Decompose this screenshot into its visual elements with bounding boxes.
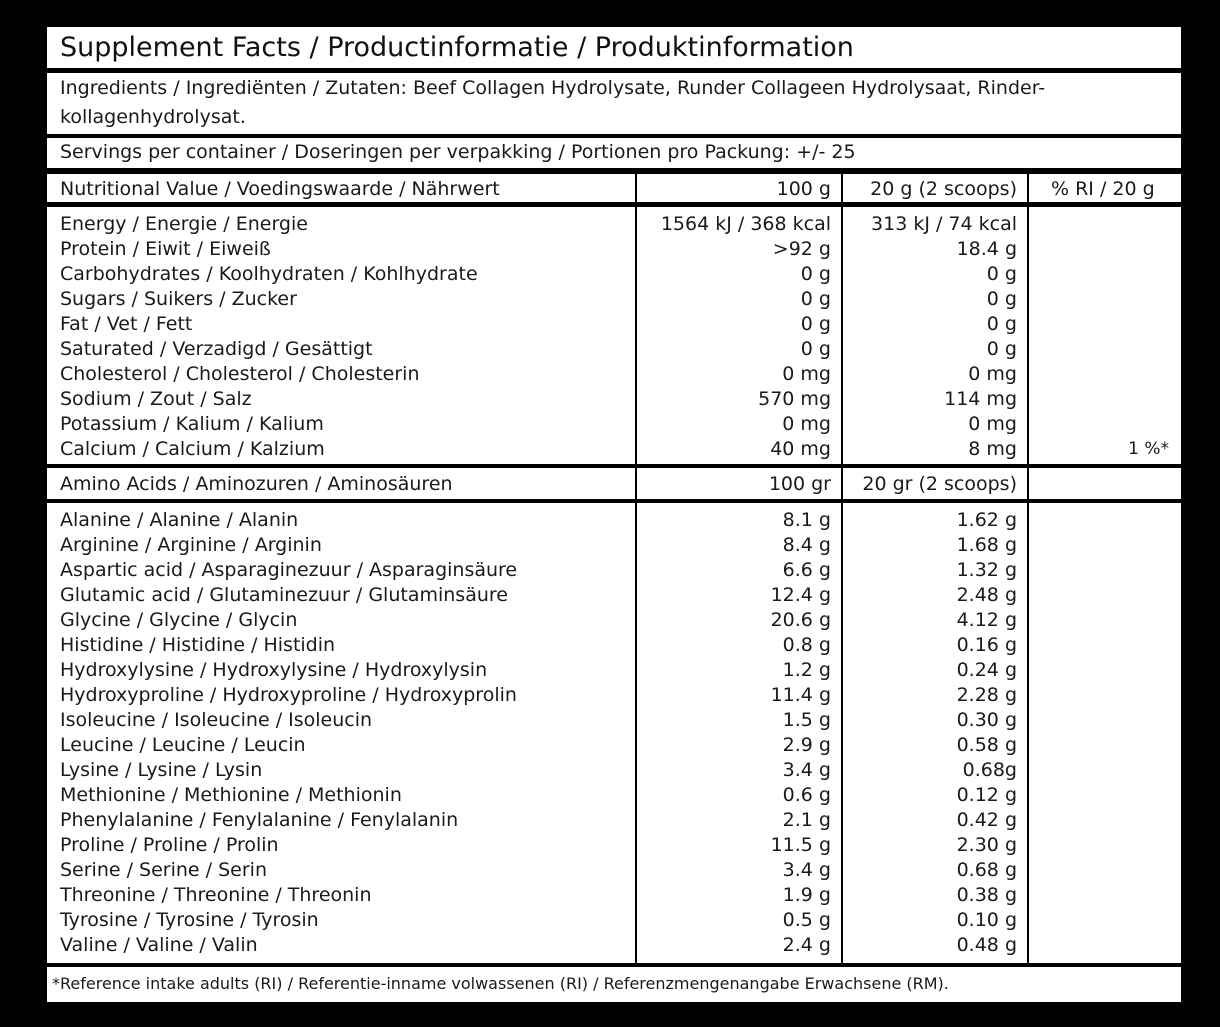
value-per-100g: 1564 kJ / 368 kcal bbox=[660, 213, 831, 235]
table-row bbox=[47, 758, 1181, 783]
nutrient-name: Aspartic acid / Asparaginezuur / Asparaginsäure bbox=[60, 559, 518, 581]
value-per-20g: 2.30 g bbox=[956, 834, 1017, 856]
table-row bbox=[47, 708, 1181, 733]
table-row bbox=[47, 858, 1181, 883]
value-per-100g: 12.4 g bbox=[770, 584, 831, 606]
table-row bbox=[47, 508, 1181, 533]
nutrition-header-20g: 20 g (2 scoops) bbox=[870, 178, 1017, 200]
divider-servings bbox=[47, 168, 1181, 174]
value-per-20g: 4.12 g bbox=[956, 609, 1017, 631]
value-per-100g: 6.6 g bbox=[782, 559, 831, 581]
value-per-20g: 0.16 g bbox=[956, 634, 1017, 656]
nutrient-name: Lysine / Lysine / Lysin bbox=[60, 759, 263, 781]
table-row bbox=[47, 437, 1181, 462]
nutrient-name: Potassium / Kalium / Kalium bbox=[60, 413, 324, 435]
nutrient-name: Fat / Vet / Fett bbox=[60, 313, 193, 335]
table-row bbox=[47, 608, 1181, 633]
amino-rows bbox=[47, 508, 1181, 958]
value-per-100g: 3.4 g bbox=[782, 759, 831, 781]
value-per-20g: 0.10 g bbox=[956, 909, 1017, 931]
nutrient-name: Valine / Valine / Valin bbox=[60, 934, 258, 956]
value-per-20g: 0 g bbox=[986, 263, 1017, 285]
value-per-20g: 1.32 g bbox=[956, 559, 1017, 581]
nutrient-name: Energy / Energie / Energie bbox=[60, 213, 308, 235]
nutrient-name: Isoleucine / Isoleucine / Isoleucin bbox=[60, 709, 373, 731]
nutrient-name: Hydroxylysine / Hydroxylysine / Hydroxylysin bbox=[60, 659, 488, 681]
value-per-20g: 1.62 g bbox=[956, 509, 1017, 531]
nutrient-name: Leucine / Leucine / Leucin bbox=[60, 734, 306, 756]
value-per-20g: 0 g bbox=[986, 313, 1017, 335]
amino-header-20g: 20 gr (2 scoops) bbox=[862, 473, 1017, 495]
nutrition-header-ri: % RI / 20 g bbox=[1051, 178, 1155, 200]
value-per-100g: 0 mg bbox=[782, 363, 831, 385]
ingredients-line-2: kollagenhydrolysat. bbox=[60, 106, 246, 128]
value-per-20g: 0.30 g bbox=[956, 709, 1017, 731]
nutrient-name: Phenylalanine / Fenylalanine / Fenylalanin bbox=[60, 809, 459, 831]
nutrient-name: Hydroxyproline / Hydroxyproline / Hydroxyprolin bbox=[60, 684, 517, 706]
nutrient-name: Cholesterol / Cholesterol / Cholesterin bbox=[60, 363, 420, 385]
value-per-100g: >92 g bbox=[772, 238, 831, 260]
value-per-100g: 0.8 g bbox=[782, 634, 831, 656]
nutrient-name: Saturated / Verzadigd / Gesättigt bbox=[60, 338, 373, 360]
divider-amino-header bbox=[47, 499, 1181, 503]
value-per-20g: 2.48 g bbox=[956, 584, 1017, 606]
table-row bbox=[47, 533, 1181, 558]
value-per-100g: 0 mg bbox=[782, 413, 831, 435]
nutrition-header-100g: 100 g bbox=[776, 178, 831, 200]
value-per-100g: 1.5 g bbox=[782, 709, 831, 731]
nutrition-rows bbox=[47, 212, 1181, 462]
nutrient-name: Carbohydrates / Koolhydraten / Kohlhydrate bbox=[60, 263, 478, 285]
table-row bbox=[47, 633, 1181, 658]
value-per-20g: 0.24 g bbox=[956, 659, 1017, 681]
amino-header-100g: 100 gr bbox=[768, 473, 831, 495]
servings-per-container: Servings per container / Doseringen per verpakking / Portionen pro Packung: +/- 25 bbox=[60, 141, 856, 163]
value-per-20g: 0.12 g bbox=[956, 784, 1017, 806]
value-per-20g: 8 mg bbox=[968, 438, 1017, 460]
value-per-100g: 2.1 g bbox=[782, 809, 831, 831]
table-row bbox=[47, 262, 1181, 287]
nutrient-name: Serine / Serine / Serin bbox=[60, 859, 267, 881]
nutrient-name: Histidine / Histidine / Histidin bbox=[60, 634, 336, 656]
table-row bbox=[47, 883, 1181, 908]
value-per-100g: 2.4 g bbox=[782, 934, 831, 956]
value-per-100g: 11.5 g bbox=[770, 834, 831, 856]
value-per-20g: 0.58 g bbox=[956, 734, 1017, 756]
table-row bbox=[47, 683, 1181, 708]
ingredients-line-1: Ingredients / Ingrediënten / Zutaten: Beef Collagen Hydrolysate, Runder Collageen Hydrolysaat, Rinder- bbox=[60, 77, 1046, 99]
value-per-100g: 0.5 g bbox=[782, 909, 831, 931]
table-row bbox=[47, 287, 1181, 312]
supplement-facts-label bbox=[47, 27, 1181, 1002]
value-per-20g: 0.48 g bbox=[956, 934, 1017, 956]
table-row bbox=[47, 237, 1181, 262]
value-per-20g: 0.68 g bbox=[956, 859, 1017, 881]
nutrient-name: Protein / Eiwit / Eiweiß bbox=[60, 238, 271, 260]
divider-nutrition-body bbox=[47, 464, 1181, 468]
divider-amino-body bbox=[47, 963, 1181, 967]
value-per-20g: 114 mg bbox=[944, 388, 1017, 410]
table-row bbox=[47, 933, 1181, 958]
nutrient-name: Proline / Proline / Prolin bbox=[60, 834, 279, 856]
value-per-20g: 0 g bbox=[986, 338, 1017, 360]
value-per-20g: 2.28 g bbox=[956, 684, 1017, 706]
reference-intake-percent: 1 %* bbox=[1128, 439, 1169, 459]
value-per-100g: 8.1 g bbox=[782, 509, 831, 531]
nutrient-name: Sodium / Zout / Salz bbox=[60, 388, 252, 410]
value-per-100g: 570 mg bbox=[758, 388, 831, 410]
nutrient-name: Tyrosine / Tyrosine / Tyrosin bbox=[60, 909, 319, 931]
nutrient-name: Threonine / Threonine / Threonin bbox=[60, 884, 372, 906]
value-per-20g: 0.42 g bbox=[956, 809, 1017, 831]
value-per-100g: 0 g bbox=[800, 263, 831, 285]
amino-header-label: Amino Acids / Aminozuren / Aminosäuren bbox=[60, 473, 453, 495]
table-row bbox=[47, 312, 1181, 337]
table-row bbox=[47, 212, 1181, 237]
nutrient-name: Arginine / Arginine / Arginin bbox=[60, 534, 322, 556]
value-per-20g: 0.38 g bbox=[956, 884, 1017, 906]
nutrient-name: Glycine / Glycine / Glycin bbox=[60, 609, 298, 631]
nutrient-name: Methionine / Methionine / Methionin bbox=[60, 784, 402, 806]
table-row bbox=[47, 783, 1181, 808]
value-per-100g: 0.6 g bbox=[782, 784, 831, 806]
value-per-20g: 18.4 g bbox=[956, 238, 1017, 260]
divider-title bbox=[47, 68, 1181, 73]
nutrition-header-label: Nutritional Value / Voedingswaarde / Nährwert bbox=[60, 178, 500, 200]
value-per-100g: 0 g bbox=[800, 338, 831, 360]
table-row bbox=[47, 362, 1181, 387]
value-per-100g: 11.4 g bbox=[770, 684, 831, 706]
table-row bbox=[47, 558, 1181, 583]
value-per-100g: 1.2 g bbox=[782, 659, 831, 681]
footnote: *Reference intake adults (RI) / Referentie-inname volwassenen (RI) / Referenzmengenangabe Erwachsene (RM). bbox=[52, 974, 949, 993]
table-row bbox=[47, 808, 1181, 833]
value-per-100g: 2.9 g bbox=[782, 734, 831, 756]
nutrient-name: Sugars / Suikers / Zucker bbox=[60, 288, 297, 310]
nutrient-name: Calcium / Calcium / Kalzium bbox=[60, 438, 325, 460]
table-row bbox=[47, 387, 1181, 412]
table-row bbox=[47, 658, 1181, 683]
value-per-100g: 20.6 g bbox=[770, 609, 831, 631]
value-per-20g: 0 mg bbox=[968, 413, 1017, 435]
table-row bbox=[47, 733, 1181, 758]
nutrient-name: Alanine / Alanine / Alanin bbox=[60, 509, 299, 531]
value-per-100g: 40 mg bbox=[770, 438, 831, 460]
page-title: Supplement Facts / Productinformatie / Produktinformation bbox=[60, 32, 854, 63]
nutrient-name: Glutamic acid / Glutaminezuur / Glutaminsäure bbox=[60, 584, 508, 606]
table-row bbox=[47, 337, 1181, 362]
value-per-100g: 0 g bbox=[800, 288, 831, 310]
value-per-20g: 1.68 g bbox=[956, 534, 1017, 556]
table-row bbox=[47, 833, 1181, 858]
value-per-100g: 3.4 g bbox=[782, 859, 831, 881]
divider-nutrition-header bbox=[47, 202, 1181, 207]
value-per-20g: 0 g bbox=[986, 288, 1017, 310]
value-per-20g: 313 kJ / 74 kcal bbox=[871, 213, 1017, 235]
divider-ingredients bbox=[47, 134, 1181, 138]
table-row bbox=[47, 412, 1181, 437]
value-per-20g: 0 mg bbox=[968, 363, 1017, 385]
table-row bbox=[47, 583, 1181, 608]
table-row bbox=[47, 908, 1181, 933]
value-per-20g: 0.68g bbox=[962, 759, 1017, 781]
value-per-100g: 0 g bbox=[800, 313, 831, 335]
value-per-100g: 1.9 g bbox=[782, 884, 831, 906]
value-per-100g: 8.4 g bbox=[782, 534, 831, 556]
